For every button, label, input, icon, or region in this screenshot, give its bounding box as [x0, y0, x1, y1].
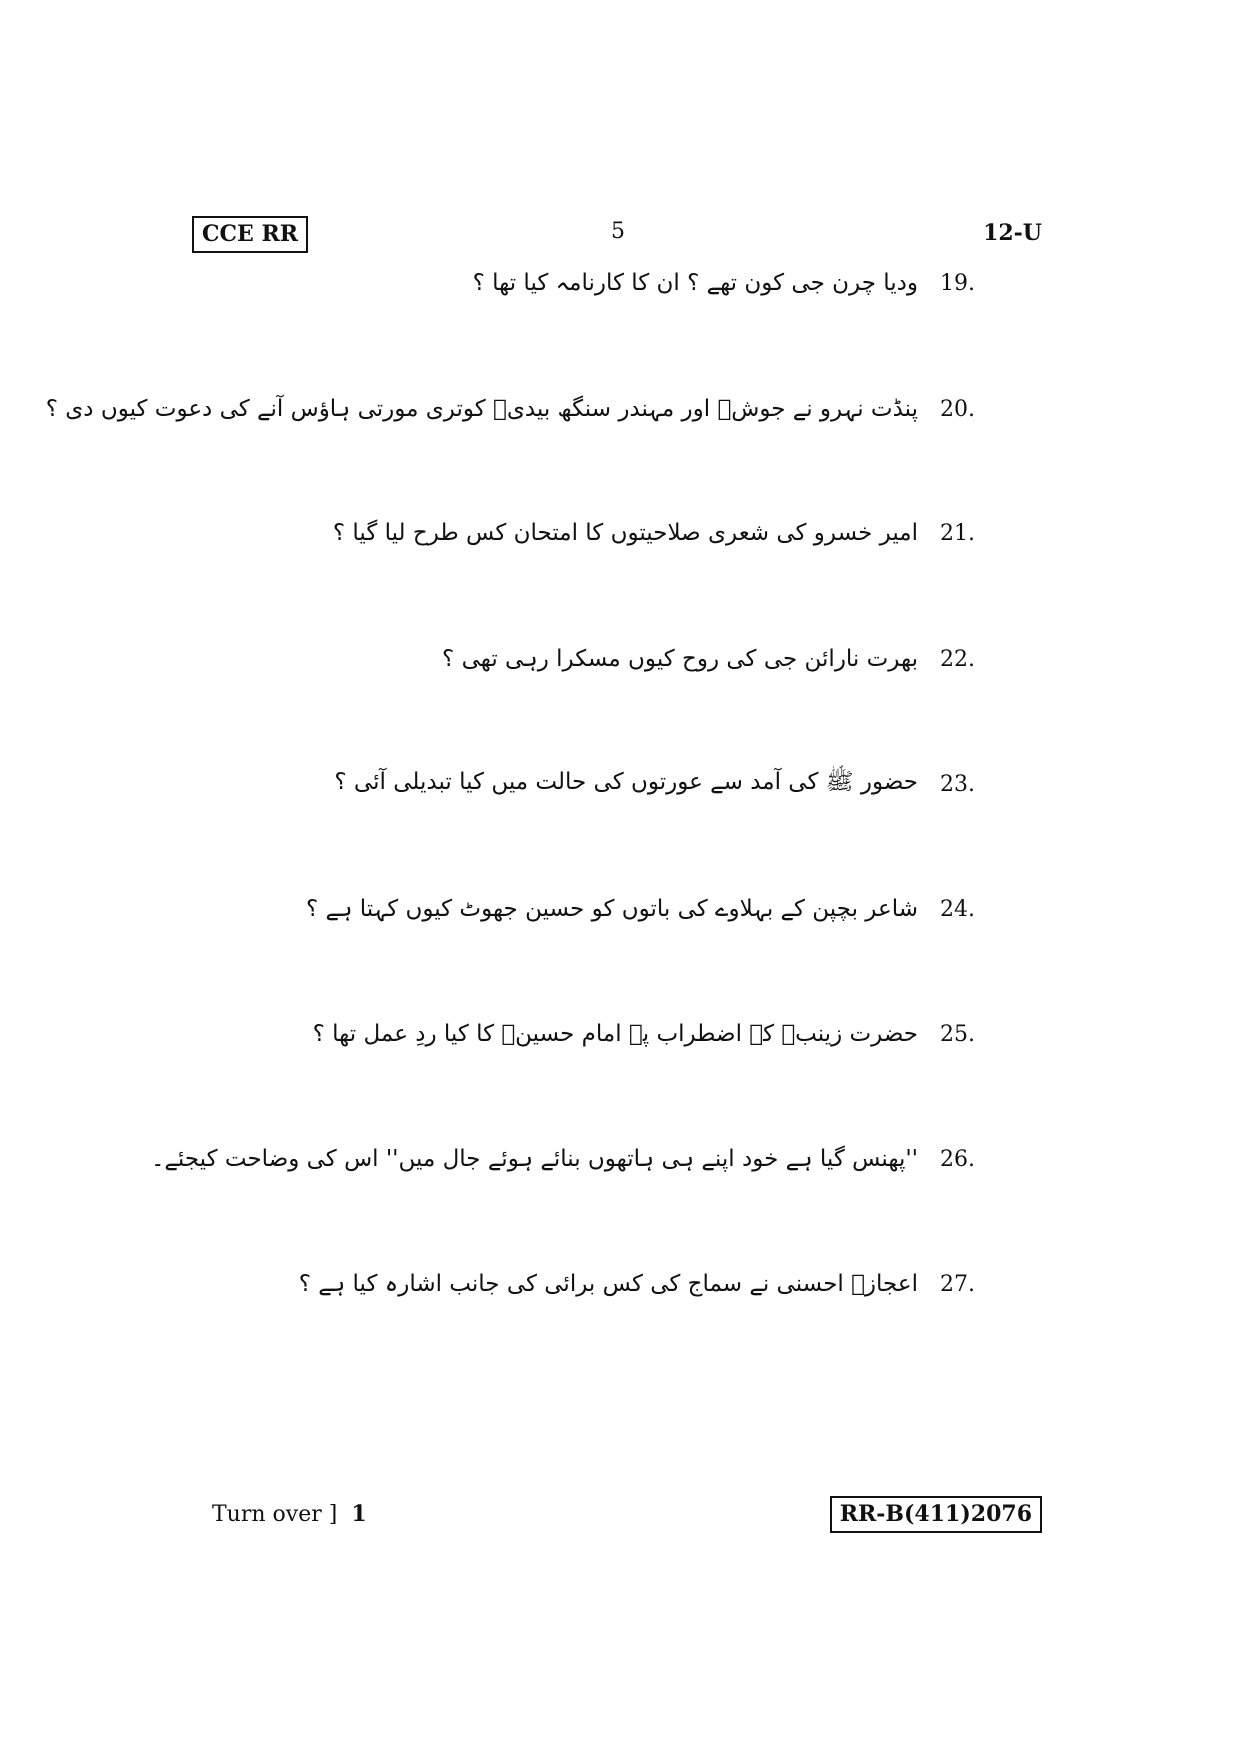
question-number: 22. — [940, 646, 975, 672]
question-text: ''پھنس گیا ہے خود اپنے ہی ہاتھوں بنائے ہوئے جال میں'' اس کی وضاحت کیجئے۔ — [150, 1146, 918, 1172]
question-22 — [442, 639, 990, 679]
page-number: 5 — [611, 219, 625, 244]
question-23 — [334, 764, 990, 804]
paper-code-box: RR-B(411)2076 — [830, 1496, 1042, 1533]
question-text: شاعر بچپن کے بہلاوے کی باتوں کو حسین جھوٹ کیوں کہتا ہے ؟ — [305, 896, 918, 922]
question-text: اعجازؔ احسنی نے سماج کی کس برائی کی جانب اشارہ کیا ہے ؟ — [298, 1271, 918, 1297]
question-number: 25. — [940, 1021, 975, 1047]
question-21 — [333, 513, 990, 553]
question-26 — [151, 1139, 990, 1179]
subject-code: 12-U — [983, 220, 1042, 246]
question-25 — [313, 1014, 990, 1054]
question-number: 23. — [940, 771, 975, 797]
question-number: 27. — [940, 1271, 975, 1297]
question-number: 19. — [940, 270, 975, 296]
question-19 — [473, 263, 990, 303]
question-text: حضور ﷺ کی آمد سے عورتوں کی حالت میں کیا تبدیلی آئی ؟ — [334, 769, 918, 795]
question-text: بھرت نارائن جی کی روح کیوں مسکرا رہی تھی ؟ — [442, 646, 918, 672]
question-text: امیر خسرو کی شعری صلاحیتوں کا امتحان کس طرح لیا گیا ؟ — [332, 520, 918, 546]
question-text: پنڈت نہرو نے جوشؔ اور مہندر سنگھ بیدیؔ کوتری مورتی ہاؤس آنے کی دعوت کیوں دی ؟ — [45, 396, 918, 422]
turn-over-label: Turn over ] — [212, 1502, 338, 1527]
question-number: 20. — [940, 396, 975, 422]
page-index: 1 — [351, 1501, 367, 1527]
question-number: 26. — [940, 1146, 975, 1172]
question-number: 21. — [940, 520, 975, 546]
exam-series-box: CCE RR — [192, 216, 308, 253]
question-number: 24. — [940, 896, 975, 922]
question-list — [45, 0, 990, 1755]
question-20 — [46, 389, 990, 429]
turn-over-note — [212, 1500, 367, 1529]
question-text: حضرت زینبؓ کے اضطراب پہ امام حسینؓ کا کیا ردِ عمل تھا ؟ — [312, 1021, 918, 1047]
question-24 — [306, 889, 990, 929]
question-27 — [299, 1264, 990, 1304]
question-text: ودیا چرن جی کون تھے ؟ ان کا کارنامہ کیا تھا ؟ — [472, 270, 918, 296]
